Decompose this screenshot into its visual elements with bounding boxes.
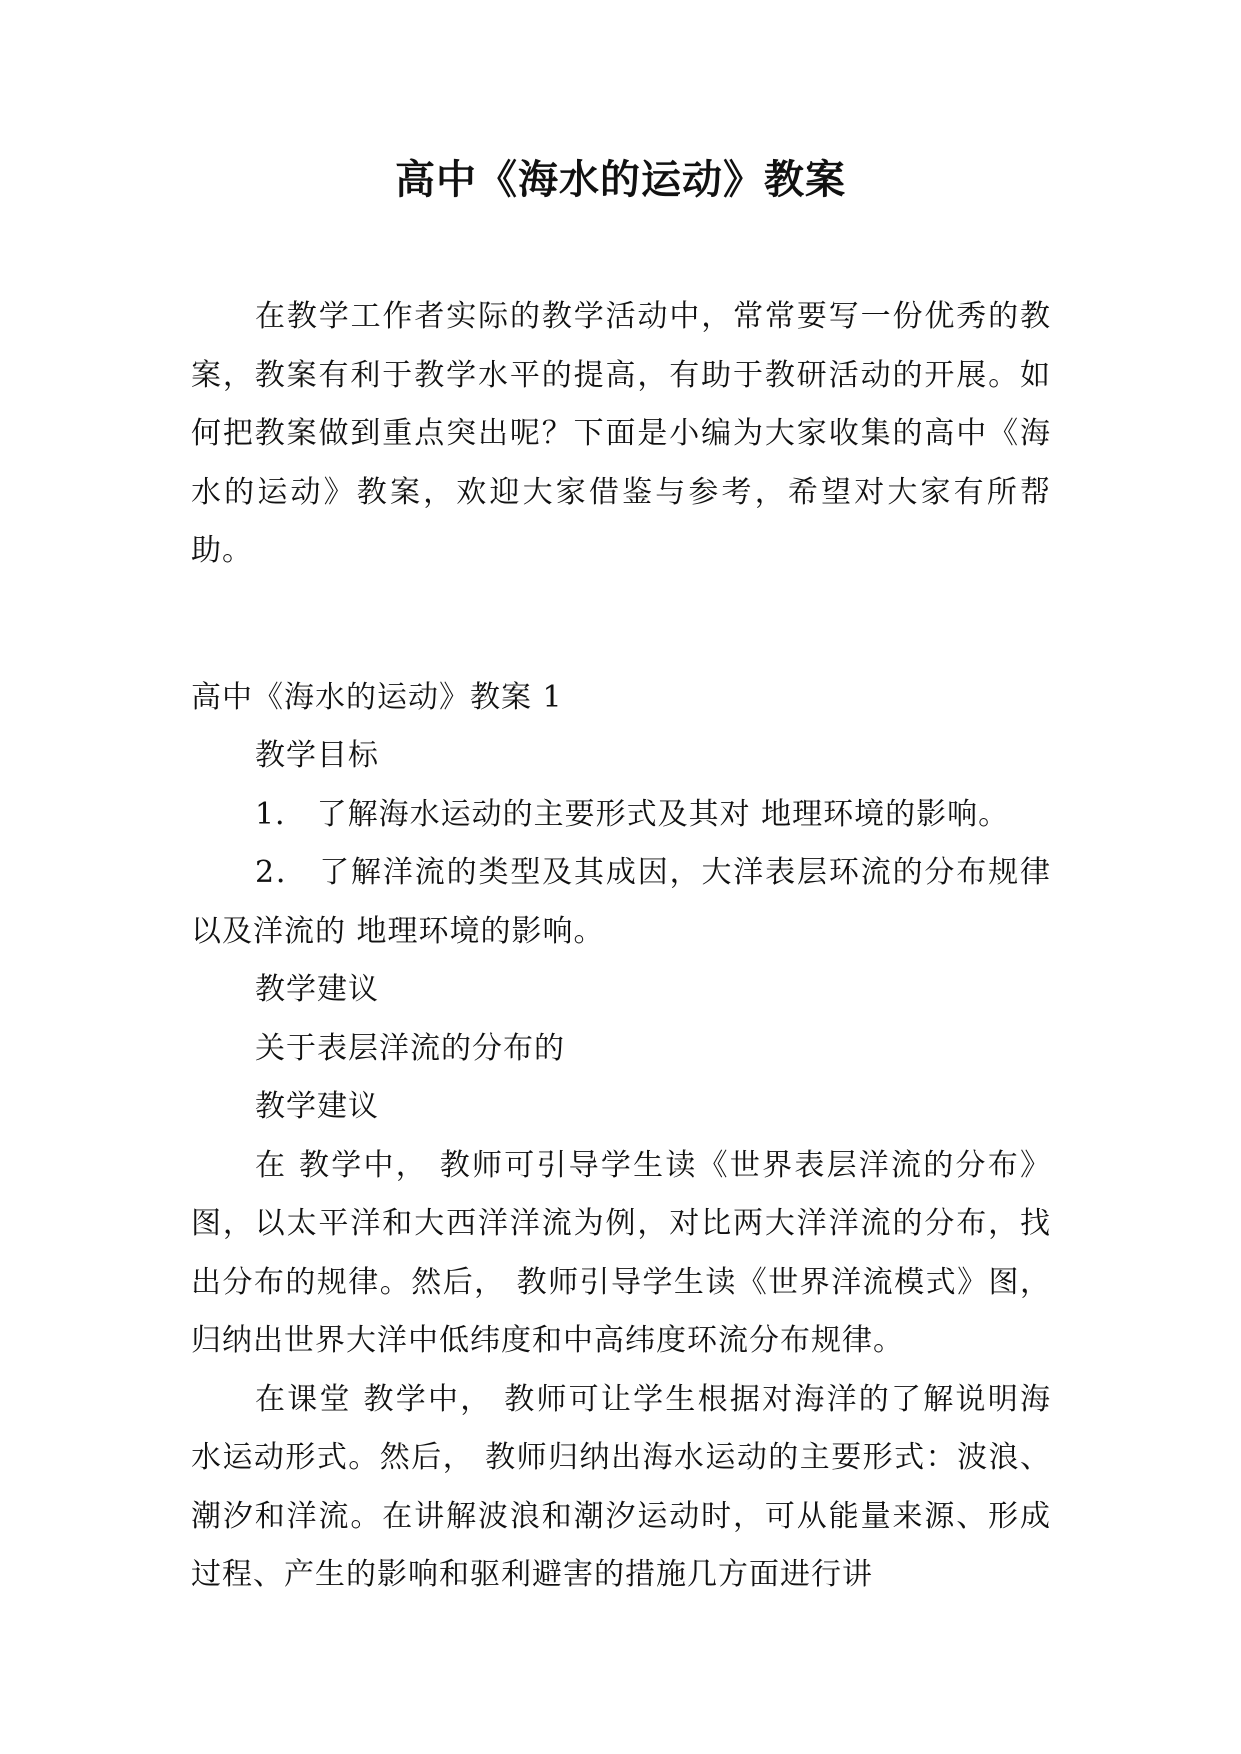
objective-item-1: 1． 了解海水运动的主要形式及其对 地理环境的影响。 — [255, 796, 1010, 832]
section-heading: 高中《海水的运动》教案 1 — [191, 679, 563, 715]
objective-item-2: 2． 了解洋流的类型及其成因，大洋表层环流的分布规律以及洋流的 地理环境的影响。 — [191, 855, 1051, 949]
objectives-heading: 教学目标 — [255, 738, 379, 773]
body-paragraph-2: 在课堂 教学中， 教师可让学生根据对海洋的了解说明海水运动形式。然后， 教师归纳出海水运动的主要形式：波浪、潮汐和洋流。在讲解波浪和潮汐运动时，可从能量来源、形成过程、产生的影响和驱利避害的措施几方面进行讲 — [191, 1381, 1051, 1592]
document-title: 高中《海水的运动》教案 — [395, 157, 846, 203]
suggestion-heading: 教学建议 — [255, 972, 379, 1007]
suggestion-topic: 关于表层洋流的分布的 — [255, 1030, 565, 1066]
suggestion-heading-repeat: 教学建议 — [255, 1089, 379, 1124]
section-spacer — [191, 581, 1051, 669]
document-body — [191, 288, 1051, 1605]
body-paragraph-1: 在 教学中， 教师可引导学生读《世界表层洋流的分布》图，以太平洋和大西洋洋流为例，对比两大洋洋流的分布，找出分布的规律。然后， 教师引导学生读《世界洋流模式》图，归纳出世界大洋中低纬度和中高纬度环流分布规律。 — [191, 1147, 1051, 1358]
intro-paragraph: 在教学工作者实际的教学活动中，常常要写一份优秀的教案，教案有利于教学水平的提高，有助于教研活动的开展。如何把教案做到重点突出呢？下面是小编为大家收集的高中《海水的运动》教案，欢迎大家借鉴与参考，希望对大家有所帮助。 — [191, 299, 1051, 568]
